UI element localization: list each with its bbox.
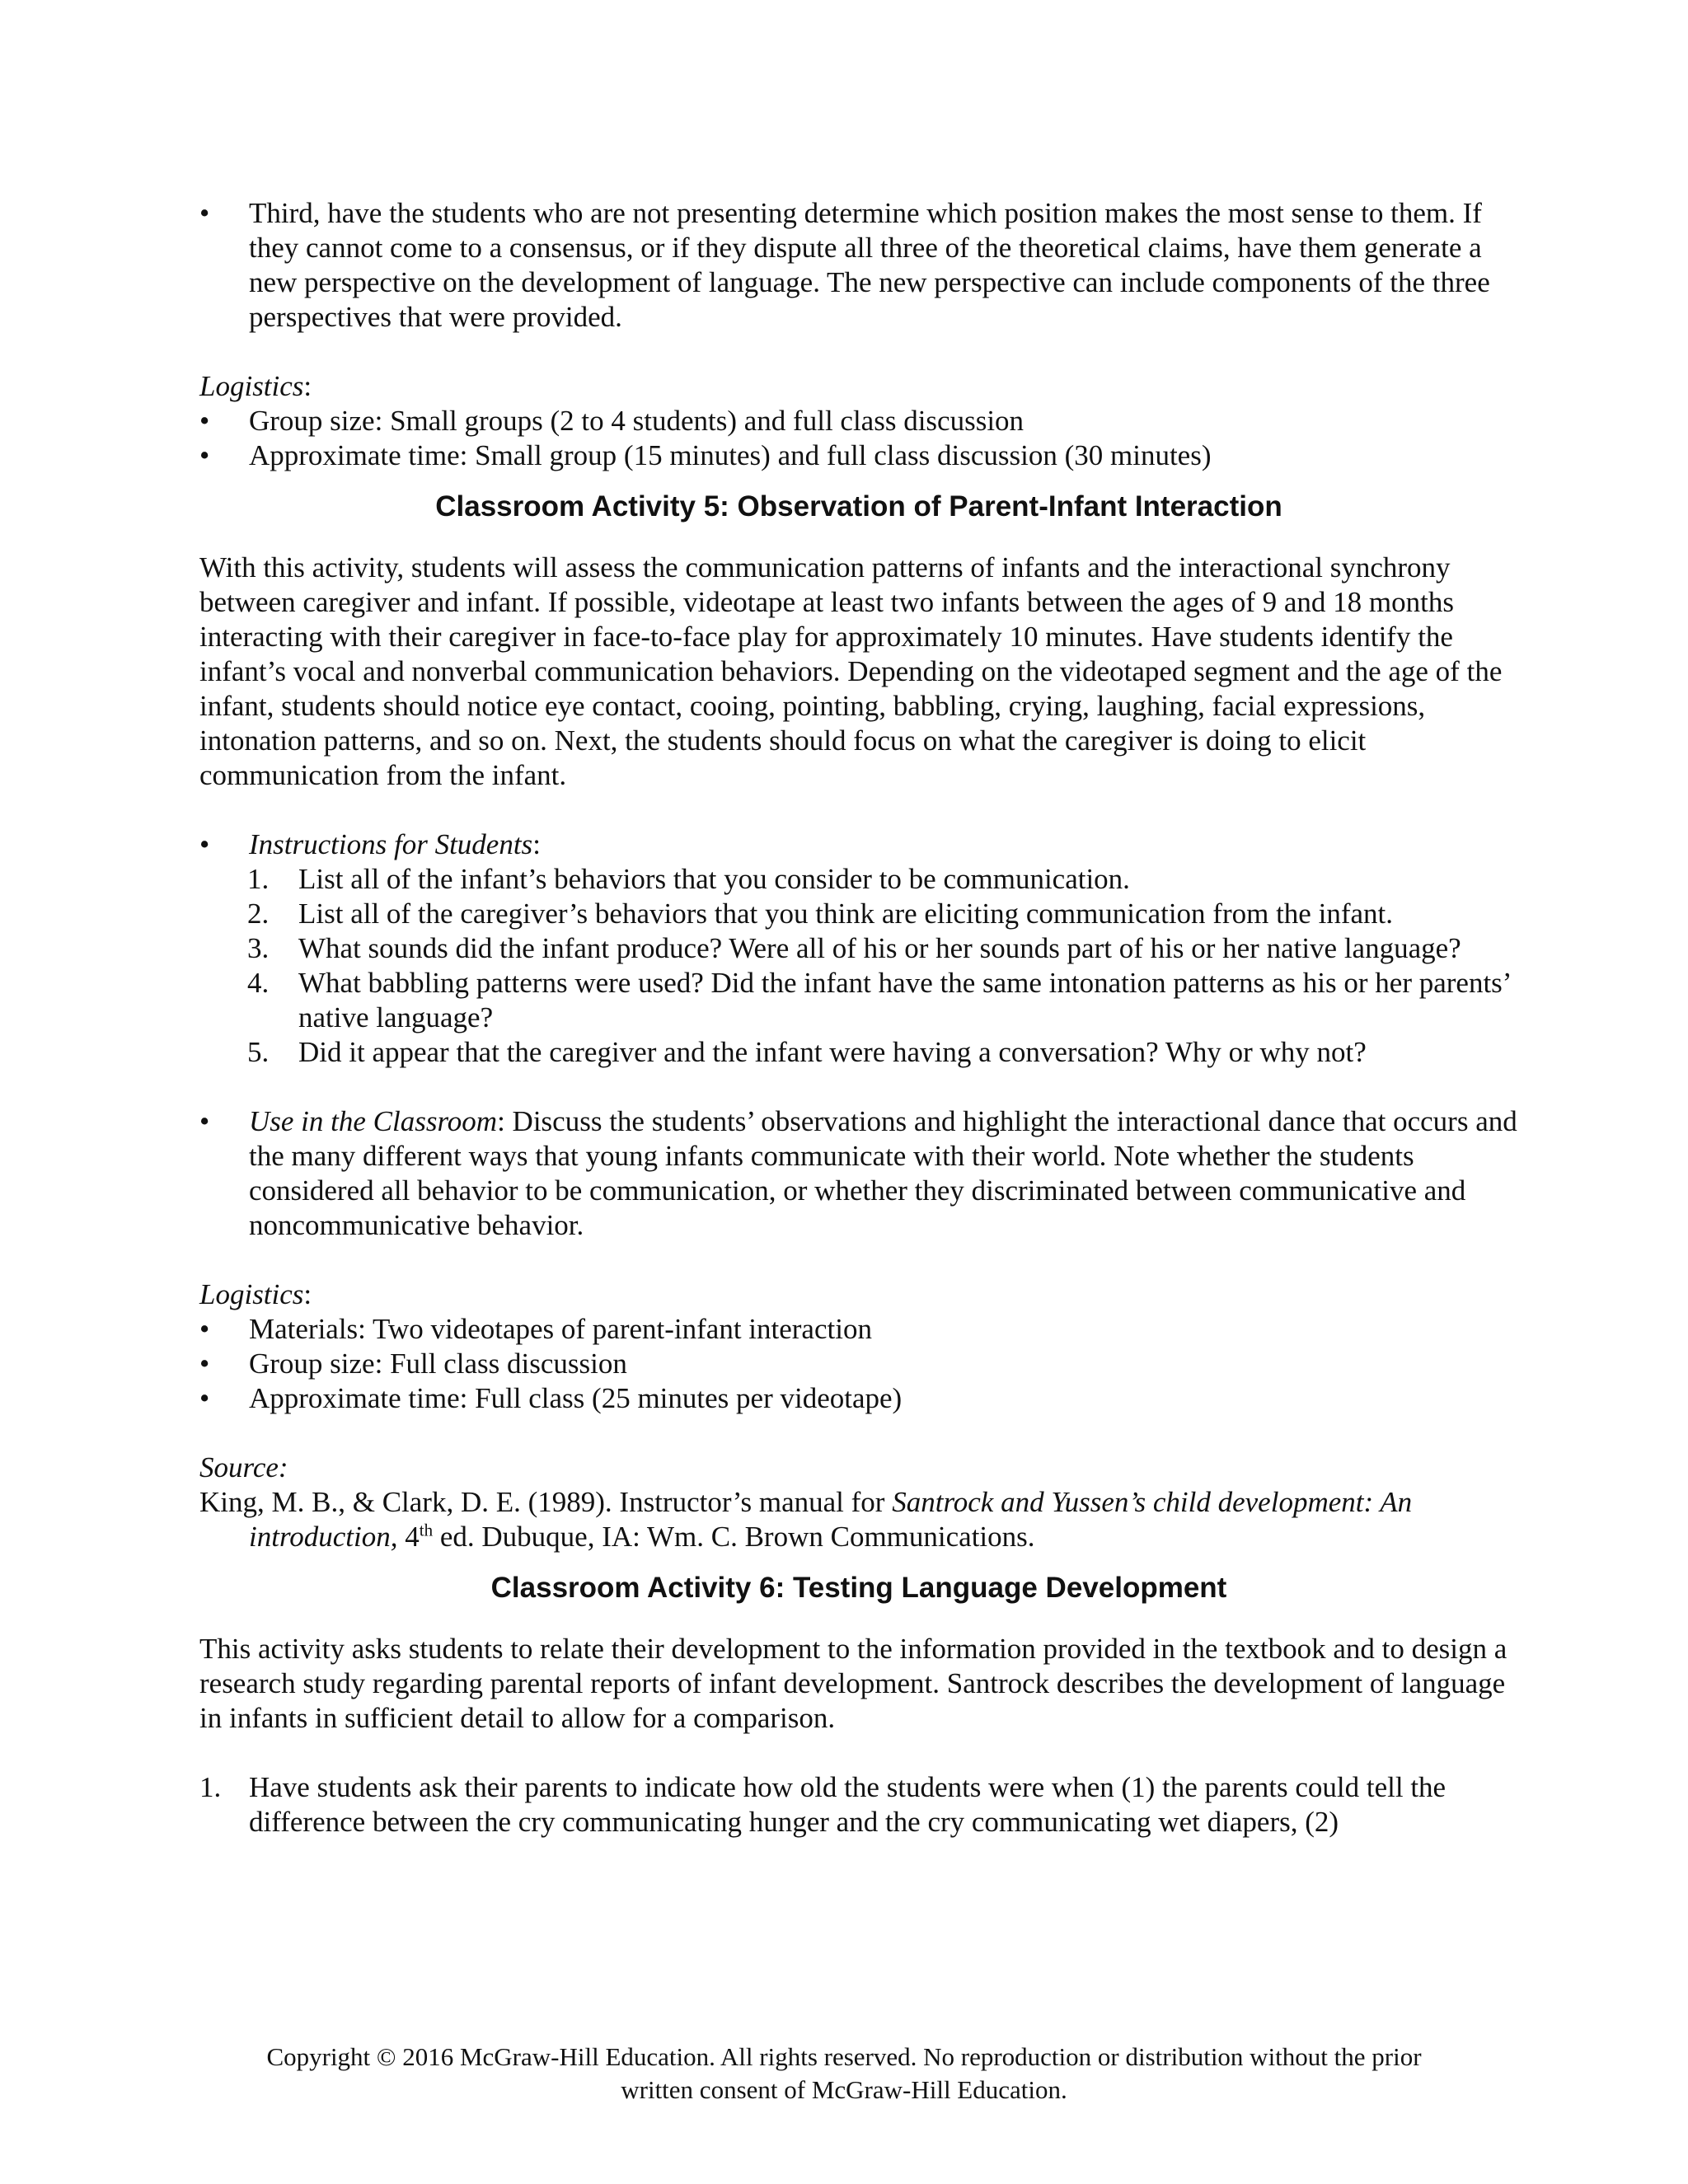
instruction-item: 2. List all of the caregiver’s behaviors that you think are eliciting communication from the infant. xyxy=(247,898,1393,930)
logistics-item: • Group size: Full class discussion xyxy=(199,1347,627,1380)
logistics-item: • Approximate time: Full class (25 minutes per videotape) xyxy=(199,1382,903,1414)
instruction-item: 5. Did it appear that the caregiver and the infant were having a conversation? Why or why not? xyxy=(247,1036,1367,1068)
logistics-item: • Group size: Small groups (2 to 4 students) and full class discussion xyxy=(199,405,1025,437)
logistics-item: • Approximate time: Small group (15 minutes) and full class discussion (30 minutes) xyxy=(199,439,1212,471)
logistics-label: Logistics: xyxy=(199,370,312,402)
intro-bullet: • Third, have the students who are not presenting determine which position makes the most sense to them. If they cannot come to a consensus, or if they dispute all three of the theoretical claims, have them generate a new perspective on the development of language. The new perspective can include components of the three perspectives that were provided. xyxy=(199,197,1490,333)
copyright-footer: Copyright © 2016 McGraw-Hill Education. All rights reserved. No reproduction or distribution without the prior written consent of McGraw-Hill Education. xyxy=(266,2042,1422,2104)
instruction-item: 1. List all of the infant’s behaviors that you consider to be communication. xyxy=(247,863,1130,895)
instructions-label: • Instructions for Students: xyxy=(199,828,541,860)
activity5-body: With this activity, students will assess the communication patterns of infants and the interactional synchrony between caregiver and infant. If possible, videotape at least two infants between the ages of 9 and 18 months interacting with their caregiver in face-to-face play for approximately 10 minutes. Have students identify the infant’s vocal and nonverbal communication behaviors. Depending on the videotaped segment and the age of the infant, students should notice eye contact, cooing, pointing, babbling, crying, laughing, facial expressions, intonation patterns, and so on. Next, the students should focus on what the caregiver is doing to elicit communication from the infant. xyxy=(199,551,1503,791)
instruction-item: 4. What babbling patterns were used? Did the infant have the same intonation patterns as his or her parents’ native language? xyxy=(247,967,1510,1033)
instruction-item: 3. What sounds did the infant produce? Were all of his or her sounds part of his or her native language? xyxy=(247,932,1461,964)
logistics-label: Logistics: xyxy=(199,1278,312,1310)
logistics-item: • Materials: Two videotapes of parent-infant interaction xyxy=(199,1313,872,1345)
source-label: Source: xyxy=(199,1451,288,1483)
document-page xyxy=(199,196,1518,1840)
use-in-classroom: • Use in the Classroom: Discuss the students’ observations and highlight the interactional dance that occurs and the many different ways that young infants communicate with their world. Note whether the students considered all behavior to be communication, or whether they discriminated between communicative and noncommunicative behavior. xyxy=(199,1105,1517,1241)
activity6-body: This activity asks students to relate their development to the information provided in the textbook and to design a research study regarding parental reports of infant development. Santrock describes the development of language in infants in sufficient detail to allow for a comparison. xyxy=(199,1633,1507,1734)
source-citation: King, M. B., & Clark, D. E. (1989). Instructor’s manual for Santrock and Yussen’s child development: An introduction, 4th ed. Dubuque, IA: Wm. C. Brown Communications. xyxy=(199,1486,1413,1553)
activity6-item: 1. Have students ask their parents to indicate how old the students were when (1) the parents could tell the difference between the cry communicating hunger and the cry communicating wet diapers, (2) xyxy=(199,1771,1447,1838)
activity5-heading: Classroom Activity 5: Observation of Parent-Infant Interaction xyxy=(435,490,1282,523)
activity6-heading: Classroom Activity 6: Testing Language Development xyxy=(490,1572,1227,1604)
